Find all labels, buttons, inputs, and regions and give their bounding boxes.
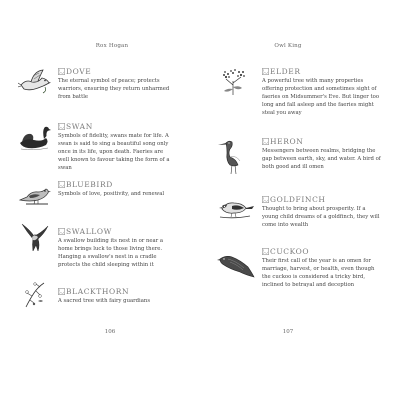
title-rest: LDER (276, 67, 301, 76)
ornamental-initial (58, 123, 65, 130)
title-initial: G (270, 195, 277, 204)
ornamental-initial (262, 248, 269, 255)
running-head: Owl King (274, 43, 302, 49)
title-rest: UCKOO (276, 247, 310, 256)
ornamental-initial (58, 181, 65, 188)
dove-illustration (18, 67, 52, 97)
entry-description: A swallow building its nest in or near a home brings luck to those living there. Hanging a swallow's nest in a cradle protects the child sleeping within it (58, 238, 164, 269)
ornamental-initial (58, 228, 65, 235)
entry-description: A powerful tree with many properties offering protection and sometimes sight of faeries on Midsummer's Eve. But linger too long and fall asleep and the faeries might steal you away (262, 78, 380, 117)
heron-illustration (216, 135, 254, 175)
entry-description: Messengers between realms, bridging the gap between earth, sky, and water. A bird of both good and ill omen (262, 148, 381, 171)
entry-title (58, 122, 170, 131)
goldfinch-illustration (216, 193, 256, 223)
title-initial: B (66, 287, 73, 296)
entry-description: Symbols of fidelity, swans mate for life. A swan is said to sing a beautiful song only once in its life, upon death. Faeries are well known to favour taking the form of a swan (58, 133, 170, 172)
ornamental-initial (262, 138, 269, 145)
entry-title (262, 67, 382, 76)
swan-illustration (18, 122, 52, 152)
page-number: 107 (282, 329, 294, 335)
ornamental-initial (58, 68, 65, 75)
ornamental-initial (262, 196, 269, 203)
entry-title (262, 195, 382, 204)
page-number: 106 (104, 329, 116, 335)
cuckoo-illustration (216, 247, 256, 281)
blackthorn-illustration (18, 281, 52, 309)
title-rest: WALLOW (71, 227, 112, 236)
entry-title (262, 247, 382, 256)
entry-description: The eternal symbol of peace; protects warriors, ensuring they return unharmed from battle (58, 78, 170, 101)
running-head: Rox Hogan (95, 43, 129, 49)
entry-description: A sacred tree with fairy guardians (58, 298, 151, 304)
title-rest: ERON (277, 137, 304, 146)
entry-description: Their first call of the year is an omen for marriage, harvest, or health, even though the cuckoo is considered a tricky bird, inclined to betrayal and deception (262, 258, 375, 289)
swallow-illustration (18, 220, 52, 254)
title-rest: OLDFINCH (276, 195, 326, 204)
title-initial: H (270, 137, 278, 146)
title-rest: LACKTHORN (72, 287, 130, 296)
entry-description: Symbols of love, positivity, and renewal (58, 191, 165, 197)
entry-title (58, 287, 170, 296)
title-rest: OVE (72, 67, 92, 76)
entry-description: Thought to bring about prosperity. If a young child dreams of a goldfinch, they will come into wealth (262, 206, 380, 229)
title-rest: WAN (71, 122, 93, 131)
title-initial: C (270, 247, 277, 256)
title-initial: S (66, 122, 72, 131)
bluebird-illustration (18, 180, 52, 210)
title-initial: E (270, 67, 277, 76)
right-page (200, 0, 400, 400)
title-rest: LUEBIRD (72, 180, 113, 189)
entry-title (58, 67, 170, 76)
title-initial: B (66, 180, 73, 189)
title-initial: S (66, 227, 72, 236)
ornamental-initial (58, 288, 65, 295)
elder-illustration (216, 67, 250, 97)
entry-title (262, 137, 382, 146)
ornamental-initial (262, 68, 269, 75)
title-initial: D (66, 67, 73, 76)
entry-title (58, 180, 170, 189)
entry-title (58, 227, 170, 236)
